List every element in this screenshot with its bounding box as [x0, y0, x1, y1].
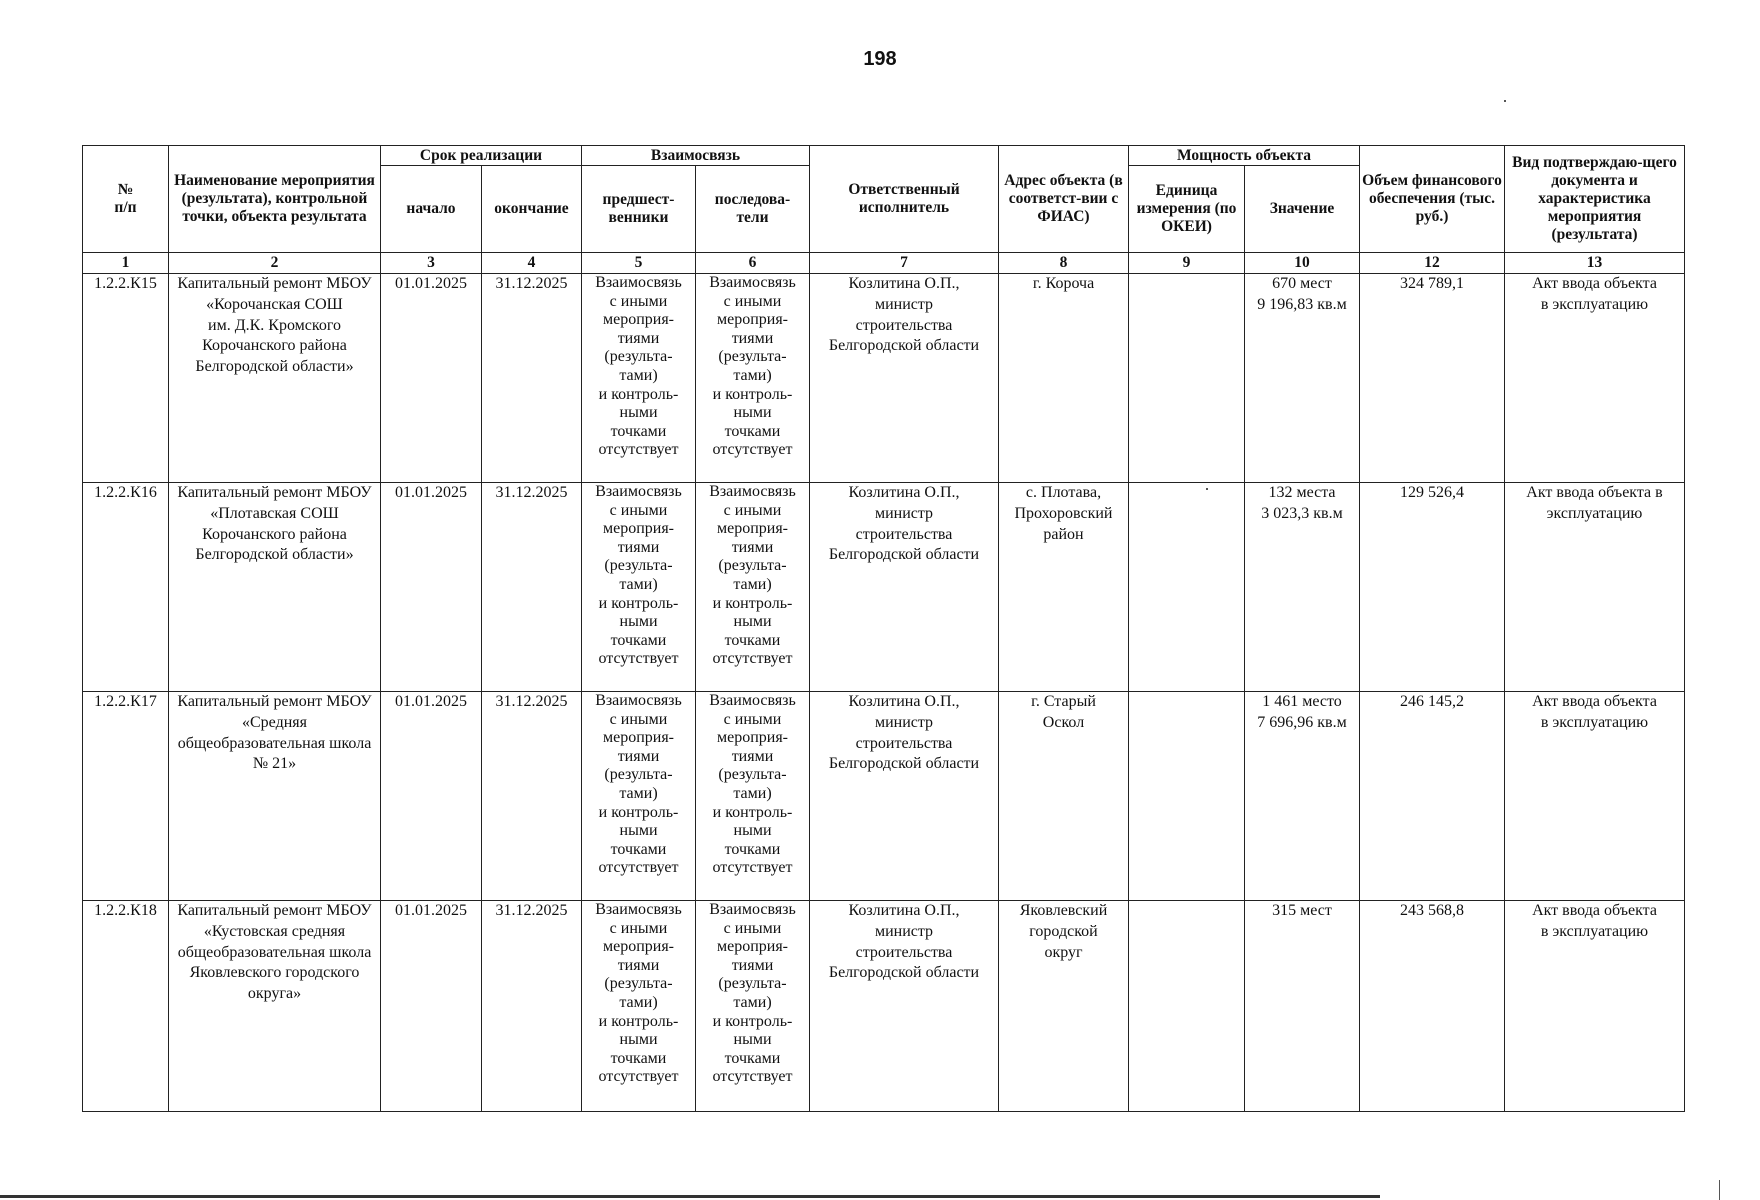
cell-name: Капитальный ремонт МБОУ «Корочанская СОШ им. Д.К. Кромского Корочанского района Белгородской области»	[169, 274, 381, 483]
column-number: 2	[169, 253, 381, 274]
header-term: Срок реализации	[381, 146, 582, 166]
cell-prev: Взаимосвязь с иными мероприя- тиями (результа- тами) и контроль- ными точками отсутствует	[582, 483, 696, 692]
cell-value: 132 места 3 023,3 кв.м	[1245, 483, 1360, 692]
cell-unit	[1129, 901, 1245, 1112]
header-name: Наименование мероприятия (результата), контрольной точки, объекта результата	[169, 146, 381, 253]
scan-edge-line	[0, 1195, 1380, 1198]
cell-unit	[1129, 692, 1245, 901]
column-number: 8	[999, 253, 1129, 274]
cell-responsible: Козлитина О.П., министр строительства Белгородской области	[810, 901, 999, 1112]
cell-finance: 324 789,1	[1360, 274, 1505, 483]
table-row	[83, 483, 1685, 692]
column-number: 6	[696, 253, 810, 274]
cell-next: Взаимосвязь с иными мероприя- тиями (результа- тами) и контроль- ными точками отсутствует	[696, 901, 810, 1112]
cell-end: 31.12.2025	[482, 274, 582, 483]
table-body	[83, 274, 1685, 1112]
cell-responsible: Козлитина О.П., министр строительства Белгородской области	[810, 483, 999, 692]
header-term-start: начало	[381, 166, 482, 253]
cell-num: 1.2.2.К18	[83, 901, 169, 1112]
cell-address: Яковлевский городской округ	[999, 901, 1129, 1112]
column-number: 7	[810, 253, 999, 274]
cell-responsible: Козлитина О.П., министр строительства Белгородской области	[810, 274, 999, 483]
cell-prev: Взаимосвязь с иными мероприя- тиями (результа- тами) и контроль- ными точками отсутствует	[582, 901, 696, 1112]
column-number: 1	[83, 253, 169, 274]
cell-num: 1.2.2.К16	[83, 483, 169, 692]
cell-responsible: Козлитина О.П., министр строительства Белгородской области	[810, 692, 999, 901]
header-responsible: Ответственный исполнитель	[810, 146, 999, 253]
cell-address: г. Короча	[999, 274, 1129, 483]
column-number: 5	[582, 253, 696, 274]
cell-start: 01.01.2025	[381, 483, 482, 692]
scan-speck	[1504, 100, 1506, 102]
header-capacity: Мощность объекта	[1129, 146, 1360, 166]
header-capacity-unit: Единица измерения (по ОКЕИ)	[1129, 166, 1245, 253]
column-number: 3	[381, 253, 482, 274]
cell-next: Взаимосвязь с иными мероприя- тиями (результа- тами) и контроль- ными точками отсутствует	[696, 274, 810, 483]
cell-num: 1.2.2.К17	[83, 692, 169, 901]
cell-start: 01.01.2025	[381, 274, 482, 483]
cell-prev: Взаимосвязь с иными мероприя- тиями (результа- тами) и контроль- ными точками отсутствует	[582, 692, 696, 901]
table-row	[83, 692, 1685, 901]
cell-end: 31.12.2025	[482, 901, 582, 1112]
cell-document: Акт ввода объекта в эксплуатацию	[1505, 901, 1685, 1112]
column-number: 10	[1245, 253, 1360, 274]
header-term-end: окончание	[482, 166, 582, 253]
cell-name: Капитальный ремонт МБОУ «Плотавская СОШ Корочанского района Белгородской области»	[169, 483, 381, 692]
cell-next: Взаимосвязь с иными мероприя- тиями (результа- тами) и контроль- ными точками отсутствует	[696, 483, 810, 692]
cell-value: 1 461 место 7 696,96 кв.м	[1245, 692, 1360, 901]
cell-address: с. Плотава, Прохоровский район	[999, 483, 1129, 692]
header-relation-next: последова- тели	[696, 166, 810, 253]
cell-name: Капитальный ремонт МБОУ «Средняя общеобразовательная школа № 21»	[169, 692, 381, 901]
header-finance: Объем финансового обеспечения (тыс. руб.)	[1360, 146, 1505, 253]
cell-end: 31.12.2025	[482, 483, 582, 692]
cell-end: 31.12.2025	[482, 692, 582, 901]
cell-value: 670 мест 9 196,83 кв.м	[1245, 274, 1360, 483]
header-num: № п/п	[83, 146, 169, 253]
cell-name: Капитальный ремонт МБОУ «Кустовская средняя общеобразовательная школа Яковлевского городского округа»	[169, 901, 381, 1112]
cell-unit	[1129, 483, 1245, 692]
scan-speck	[1719, 1180, 1720, 1200]
table-header	[83, 146, 1685, 274]
cell-document: Акт ввода объекта в эксплуатацию	[1505, 274, 1685, 483]
column-number: 13	[1505, 253, 1685, 274]
column-number: 12	[1360, 253, 1505, 274]
column-number: 4	[482, 253, 582, 274]
page-number: 198	[863, 48, 897, 70]
cell-unit	[1129, 274, 1245, 483]
cell-address: г. Старый Оскол	[999, 692, 1129, 901]
activities-table	[82, 145, 1685, 1112]
cell-finance: 243 568,8	[1360, 901, 1505, 1112]
header-address: Адрес объекта (в соответст-вии с ФИАС)	[999, 146, 1129, 253]
cell-finance: 246 145,2	[1360, 692, 1505, 901]
table-row	[83, 274, 1685, 483]
cell-document: Акт ввода объекта в эксплуатацию	[1505, 483, 1685, 692]
table-row	[83, 901, 1685, 1112]
header-relation: Взаимосвязь	[582, 146, 810, 166]
header-relation-prev: предшест- венники	[582, 166, 696, 253]
cell-start: 01.01.2025	[381, 692, 482, 901]
column-numbers-row	[83, 253, 1685, 274]
cell-start: 01.01.2025	[381, 901, 482, 1112]
header-capacity-value: Значение	[1245, 166, 1360, 253]
header-document: Вид подтверждаю-щего документа и характеристика мероприятия (результата)	[1505, 146, 1685, 253]
cell-prev: Взаимосвязь с иными мероприя- тиями (результа- тами) и контроль- ными точками отсутствует	[582, 274, 696, 483]
cell-value: 315 мест	[1245, 901, 1360, 1112]
cell-finance: 129 526,4	[1360, 483, 1505, 692]
cell-document: Акт ввода объекта в эксплуатацию	[1505, 692, 1685, 901]
cell-next: Взаимосвязь с иными мероприя- тиями (результа- тами) и контроль- ными точками отсутствует	[696, 692, 810, 901]
scan-speck	[1206, 488, 1208, 490]
column-number: 9	[1129, 253, 1245, 274]
cell-num: 1.2.2.К15	[83, 274, 169, 483]
